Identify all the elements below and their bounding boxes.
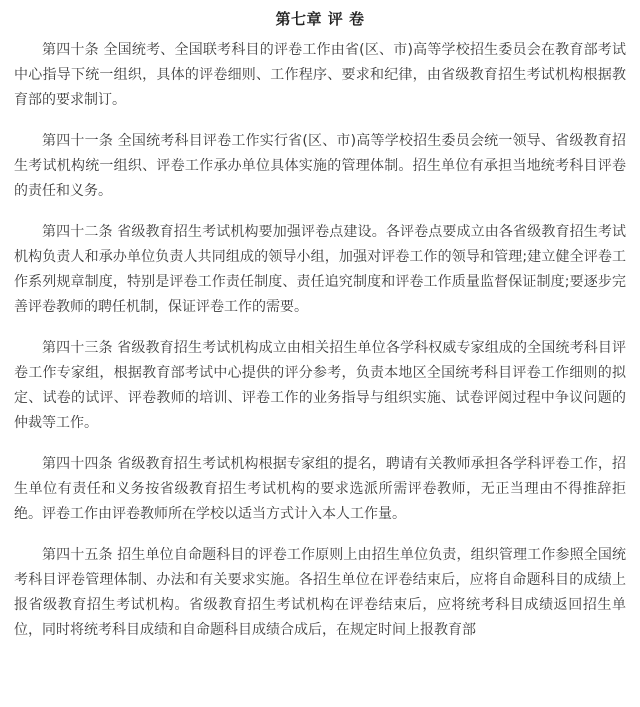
article-42: 第四十二条 省级教育招生考试机构要加强评卷点建设。各评卷点要成立由各省级教育招生考试机构负责人和承办单位负责人共同组成的领导小组，加强对评卷工作的领导和管理;建立健全评卷工作系列规章制度，特别是评卷工作责任制度、责任追究制度和评卷工作质量监督保证制度;要逐步完善评卷教师的聘任机制，保证评卷工作的需要。 [14, 224, 626, 315]
article-44: 第四十四条 省级教育招生考试机构根据专家组的提名，聘请有关教师承担各学科评卷工作，招生单位有责任和义务按省级教育招生考试机构的要求选派所需评卷教师，无正当理由不得推辞拒绝。评卷工作由评卷教师所在学校以适当方式计入本人工作量。 [14, 456, 626, 522]
chapter-title: 第七章 评 卷 [275, 10, 365, 28]
article-41: 第四十一条 全国统考科目评卷工作实行省(区、市)高等学校招生委员会统一领导、省级教育招生考试机构统一组织、评卷工作承办单位具体实施的管理体制。招生单位有承担当地统考科目评卷的责任和义务。 [14, 133, 626, 199]
article-40: 第四十条 全国统考、全国联考科目的评卷工作由省(区、市)高等学校招生委员会在教育部考试中心指导下统一组织，具体的评卷细则、工作程序、要求和纪律，由省级教育招生考试机构根据教育部的要求制订。 [14, 42, 626, 108]
article-45: 第四十五条 招生单位自命题科目的评卷工作原则上由招生单位负责，组织管理工作参照全国统考科目评卷管理体制、办法和有关要求实施。各招生单位在评卷结束后，应将自命题科目的成绩上报省级教育招生考试机构。省级教育招生考试机构在评卷结束后，应将统考科目成绩返回招生单位，同时将统考科目成绩和自命题科目成绩合成后，在规定时间上报教育部 [14, 547, 626, 638]
article-43: 第四十三条 省级教育招生考试机构成立由相关招生单位各学科权威专家组成的全国统考科目评卷工作专家组，根据教育部考试中心提供的评分参考，负责本地区全国统考科目评卷工作细则的拟定、试卷的试评、评卷教师的培训、评卷工作的业务指导与组织实施、试卷评阅过程中争议问题的仲裁等工作。 [14, 340, 626, 431]
